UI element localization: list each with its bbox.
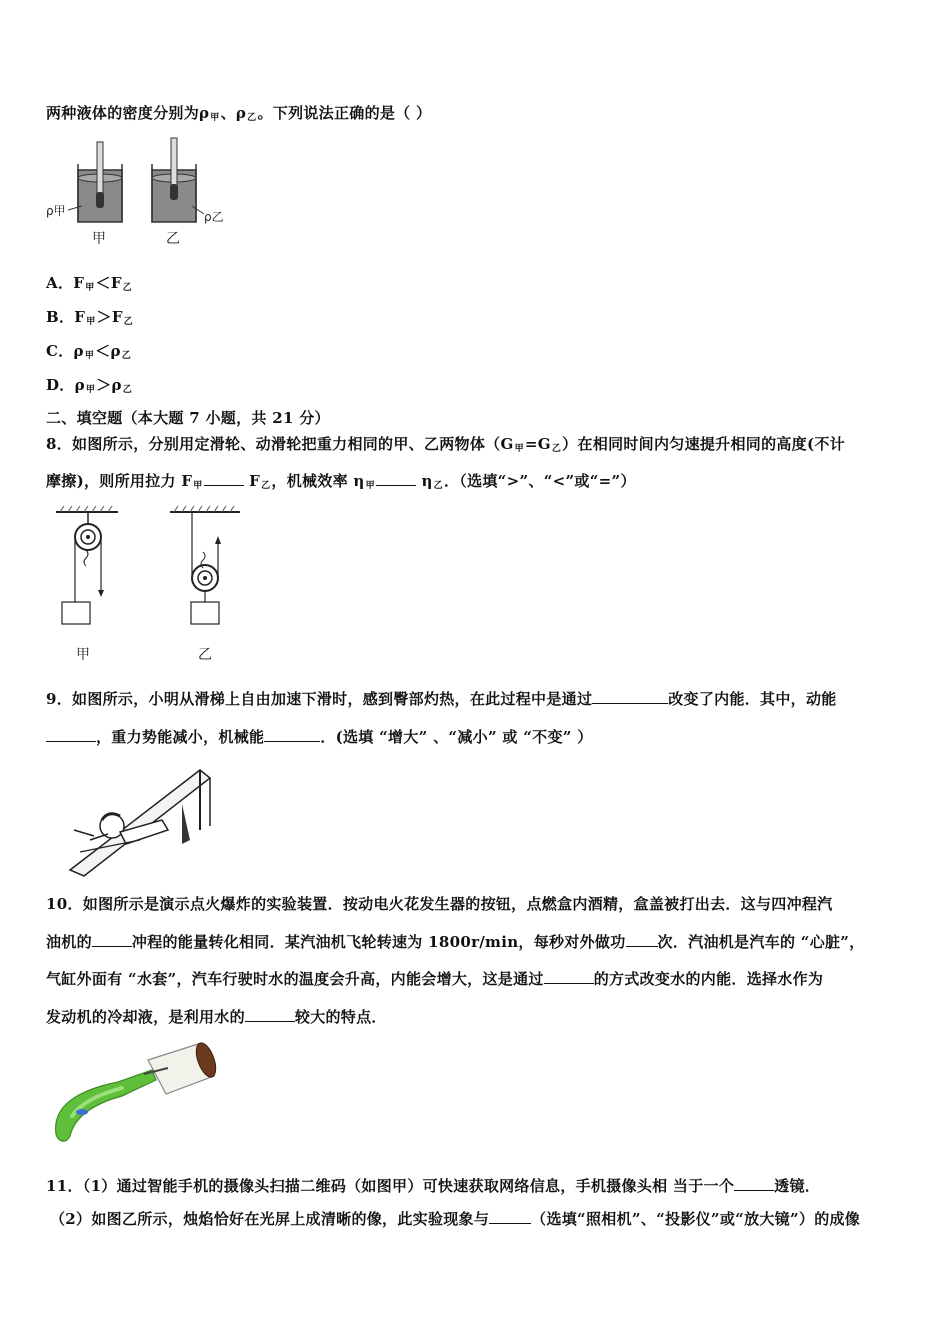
q8-pulley-figure xyxy=(52,504,252,666)
q9-slide-figure xyxy=(50,760,220,878)
section-title: 二、填空题（本大题 7 小题，共 21 分） xyxy=(46,409,330,427)
q7-option-c: C．ρ甲＜ρ乙 xyxy=(46,342,132,361)
label-yi: 乙 xyxy=(198,647,212,663)
block-yi xyxy=(191,602,219,624)
label-jia: 甲 xyxy=(92,231,106,247)
q9-line2: ，重力势能减小，机械能 ．(选填 “增大” 、“减小” 或 “不变” ） xyxy=(46,726,593,747)
label-rho-jia: ρ甲 xyxy=(46,204,66,218)
q10-line4: 发动机的冷却液，是利用水的 较大的特点． xyxy=(46,1008,387,1026)
q8-line1: 8．如图所示，分别用定滑轮、动滑轮把重力相同的甲、乙两物体（G甲=G乙）在相同时间内匀速提升相同的高度(不计 xyxy=(46,435,845,454)
q10-line2: 油机的 冲程的能量转化相同．某汽油机飞轮转速为 1800r/min，每秒对外做功 次．汽油机是汽车的 “心脏”， xyxy=(46,933,865,951)
blank-q9-kinetic[interactable] xyxy=(46,727,96,742)
q7-option-d: D．ρ甲＞ρ乙 xyxy=(46,376,133,395)
pulleys-illustration xyxy=(52,504,252,644)
blank-q10-stroke[interactable] xyxy=(92,932,132,947)
blank-q10-property[interactable] xyxy=(245,1007,295,1022)
blank-q11-device[interactable] xyxy=(489,1209,531,1224)
q10-line1: 10．如图所示是演示点火爆炸的实验装置．按动电火花发生器的按钮，点燃盒内酒精，盒盖被打出去．这与四冲程汽 xyxy=(46,895,833,913)
q8-line2: 摩擦)，则所用拉力 F甲 F乙，机械效率 η甲 η乙．（选填“>”、“<”或“=”） xyxy=(46,472,636,491)
q7-option-b: B．F甲＞F乙 xyxy=(46,308,134,327)
beakers-illustration xyxy=(46,134,236,250)
blank-q10-count[interactable] xyxy=(626,932,658,947)
q11-line1: 11．（1）通过智能手机的摄像头扫描二维码（如图甲）可快速获取网络信息，手机摄像头相 当于一个 透镜． xyxy=(46,1177,821,1195)
blank-q9-method[interactable] xyxy=(592,689,668,704)
q9-line1: 9．如图所示，小明从滑梯上自由加速下滑时，感到臀部灼热，在此过程中是通过 改变了内能．其中，动能 xyxy=(46,690,837,708)
label-rho-yi: ρ乙 xyxy=(204,210,224,224)
blank-q9-mechanical[interactable] xyxy=(264,727,320,742)
q11-line2: （2）如图乙所示，烛焰恰好在光屏上成清晰的像，此实验现象与 （选填“照相机”、“投影仪”或“放大镜”）的成像 xyxy=(50,1210,861,1228)
q10-igniter-figure xyxy=(48,1036,218,1146)
igniter-handle xyxy=(56,1070,156,1141)
label-yi: 乙 xyxy=(166,231,180,247)
blank-q8-force[interactable] xyxy=(204,471,244,486)
slide-surface xyxy=(70,770,210,876)
blank-q8-efficiency[interactable] xyxy=(376,471,416,486)
q7-density-figure xyxy=(46,134,236,250)
block-jia xyxy=(62,602,90,624)
label-jia: 甲 xyxy=(76,647,90,663)
igniter-illustration xyxy=(48,1036,218,1146)
slide-illustration xyxy=(50,760,220,878)
q10-line3: 气缸外面有 “水套”，汽车行驶时水的温度会升高，内能会增大，这是通过 的方式改变水的内能．选择水作为 xyxy=(46,970,824,988)
q7-option-a: A．F甲＜F乙 xyxy=(46,274,133,293)
blank-q11-lens[interactable] xyxy=(734,1176,774,1191)
blank-q10-method[interactable] xyxy=(544,969,594,984)
q7-stem: 两种液体的密度分别为ρ甲、ρ乙。下列说法正确的是（ ） xyxy=(46,104,432,123)
